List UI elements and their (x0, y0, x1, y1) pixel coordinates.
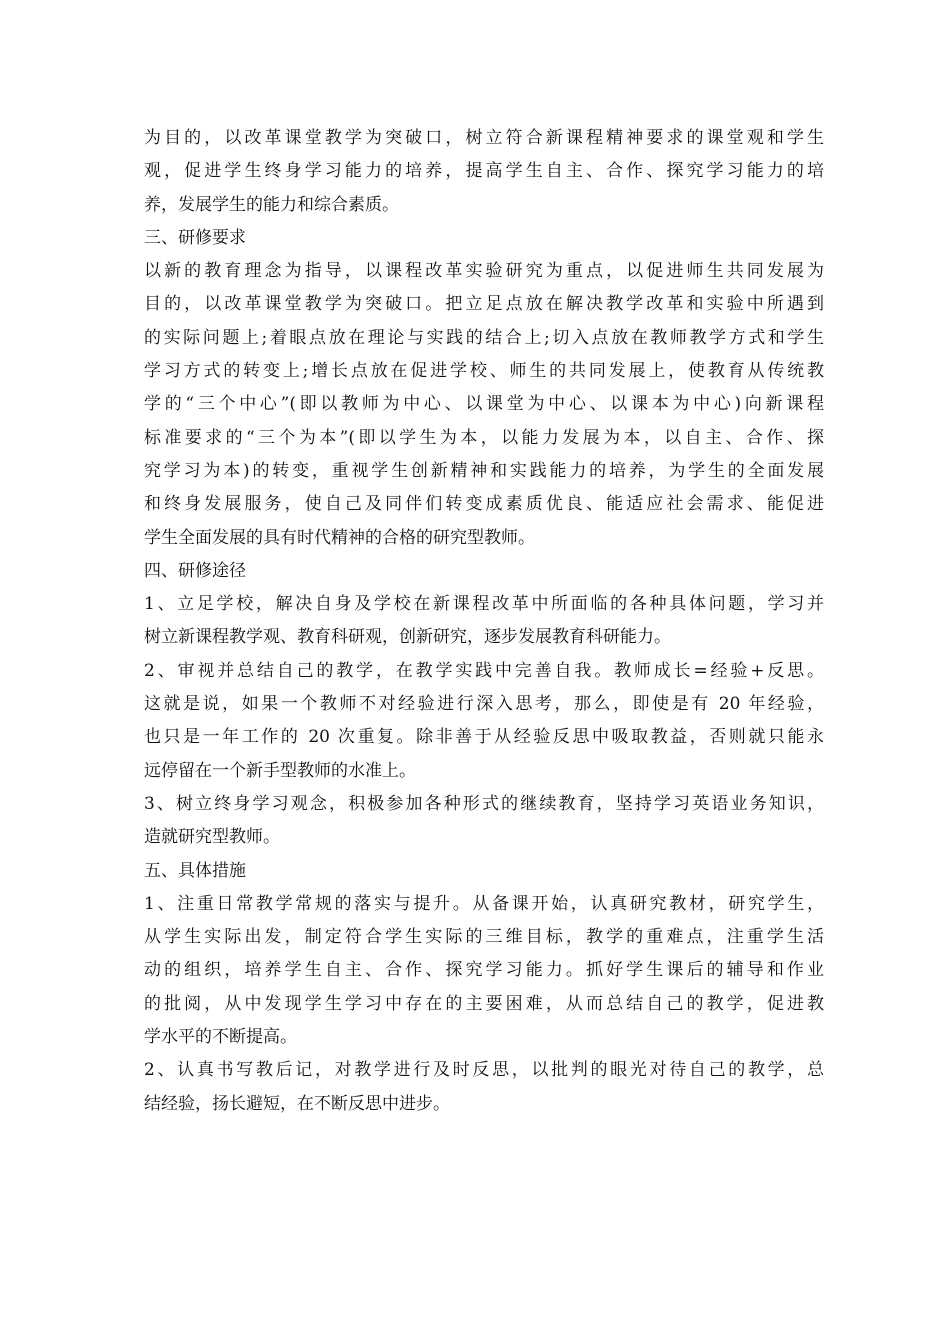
text-line: 2、审视并总结自己的教学，在教学实践中完善自我。教师成长=经验+反思。 (144, 660, 824, 681)
text-line: 远停留在一个新手型教师的水准上。 (144, 760, 416, 781)
text-line: 三、研修要求 (144, 227, 246, 248)
text-line: 的实际问题上;着眼点放在理论与实践的结合上;切入点放在教师教学方式和学生 (144, 327, 824, 348)
text-line: 养，发展学生的能力和综合素质。 (144, 194, 399, 215)
text-line: 动的组织，培养学生自主、合作、探究学习能力。抓好学生课后的辅导和作业 (144, 960, 824, 981)
text-line: 学水平的不断提高。 (144, 1027, 297, 1048)
text-line: 目的，以改革课堂教学为突破口。把立足点放在解决教学改革和实验中所遇到 (144, 294, 824, 315)
text-line: 和终身发展服务，使自己及同伴们转变成素质优良、能适应社会需求、能促进 (144, 494, 824, 515)
text-line: 学生全面发展的具有时代精神的合格的研究型教师。 (144, 527, 535, 548)
text-line: 五、具体措施 (144, 860, 246, 881)
text-line: 以新的教育理念为指导，以课程改革实验研究为重点，以促进师生共同发展为 (144, 261, 824, 282)
text-line: 的批阅，从中发现学生学习中存在的主要困难，从而总结自己的教学，促进教 (144, 993, 824, 1014)
text-line: 标准要求的“三个为本”(即以学生为本，以能力发展为本，以自主、合作、探 (144, 427, 824, 448)
text-line: 观，促进学生终身学习能力的培养，提高学生自主、合作、探究学习能力的培 (144, 161, 824, 182)
text-line: 也只是一年工作的 20 次重复。除非善于从经验反思中吸取教益，否则就只能永 (144, 727, 824, 748)
text-line: 1、注重日常教学常规的落实与提升。从备课开始，认真研究教材，研究学生， (144, 893, 824, 914)
text-line: 3、树立终身学习观念，积极参加各种形式的继续教育，坚持学习英语业务知识， (144, 793, 824, 814)
text-line: 树立新课程教学观、教育科研观，创新研究，逐步发展教育科研能力。 (144, 627, 671, 648)
text-line: 结经验，扬长避短，在不断反思中进步。 (144, 1093, 450, 1114)
text-line: 造就研究型教师。 (144, 827, 280, 848)
text-line: 1、立足学校，解决自身及学校在新课程改革中所面临的各种具体问题，学习并 (144, 594, 824, 615)
text-line: 这就是说，如果一个教师不对经验进行深入思考，那么，即使是有 20 年经验， (144, 694, 824, 715)
text-line: 从学生实际出发，制定符合学生实际的三维目标，教学的重难点，注重学生活 (144, 927, 824, 948)
text-line: 2、认真书写教后记，对教学进行及时反思，以批判的眼光对待自己的教学，总 (144, 1060, 824, 1081)
text-line: 学习方式的转变上;增长点放在促进学校、师生的共同发展上，使教育从传统教 (144, 361, 824, 382)
document-body (144, 122, 824, 1121)
text-line: 四、研修途径 (144, 560, 246, 581)
text-line: 学的“三个中心”(即以教师为中心、以课堂为中心、以课本为中心)向新课程 (144, 394, 824, 415)
text-line: 为目的，以改革课堂教学为突破口，树立符合新课程精神要求的课堂观和学生 (144, 128, 824, 148)
text-line: 究学习为本)的转变，重视学生创新精神和实践能力的培养，为学生的全面发展 (144, 460, 824, 481)
